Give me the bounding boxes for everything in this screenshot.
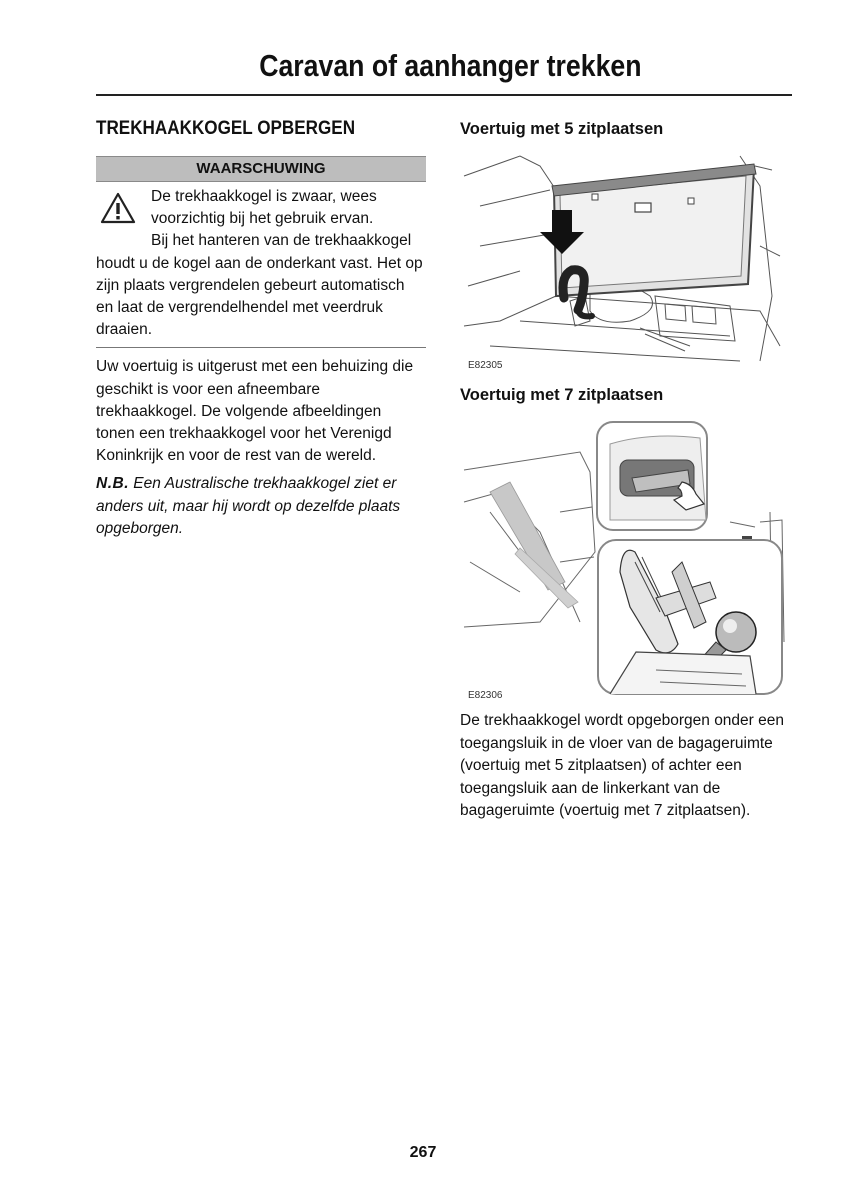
paragraph-line: geschikt is voor een afneembare — [96, 380, 321, 398]
figure1-code: E82305 — [468, 360, 503, 371]
warning-line: Bij het hanteren van de trekhaakkogel — [151, 232, 412, 250]
caption-line: bagageruimte (voertuig met 7 zitplaatsen). — [460, 802, 751, 819]
tow-ball-storage-7-seat-illustration — [460, 412, 796, 704]
warning-triangle-icon — [100, 192, 136, 224]
figure1-title: Voertuig met 5 zitplaatsen — [460, 120, 664, 138]
note-line: anders uit, maar hij wordt op dezelfde plaats — [96, 497, 401, 515]
warning-line: zijn plaats vergrendelen gebeurt automatisch — [96, 276, 405, 294]
figure-7-seat — [460, 412, 796, 704]
note — [96, 473, 426, 540]
caption-line: toegangsluik in de vloer van de bagageruimte — [460, 734, 773, 752]
paragraph-line: tonen een trekhaakkogel voor het Verenigd — [96, 425, 392, 443]
caption-line: toegangsluik aan de linkerkant van de — [460, 779, 721, 797]
warning-line: en laat de vergrendelhendel met veerdruk — [96, 299, 383, 317]
figure2-code: E82306 — [468, 690, 503, 701]
left-column — [96, 112, 426, 540]
caption-line: (voertuig met 5 zitplaatsen) of achter een — [460, 757, 742, 774]
warning-line: De trekhaakkogel is zwaar, wees — [151, 188, 377, 205]
page-number: 267 — [409, 1144, 437, 1161]
body-paragraph — [96, 356, 426, 467]
tow-ball-storage-5-seat-illustration — [460, 146, 796, 374]
note-line: opgeborgen. — [96, 519, 184, 537]
note-label: N.B. — [96, 475, 129, 493]
warning-box — [96, 156, 426, 348]
figure2-title: Voertuig met 7 zitplaatsen — [460, 386, 664, 404]
right-column — [460, 112, 796, 823]
warning-heading: WAARSCHUWING — [96, 156, 426, 182]
figure-5-seat — [460, 146, 796, 374]
warning-body — [96, 182, 426, 348]
caption-line: De trekhaakkogel wordt opgeborgen onder een — [460, 712, 785, 729]
warning-line: draaien. — [96, 321, 153, 339]
paragraph-line: trekhaakkogel. De volgende afbeeldingen — [96, 402, 382, 420]
page-title: Caravan of aanhanger trekken — [259, 48, 642, 83]
paragraph-line: Uw voertuig is uitgerust met een behuizing die — [96, 358, 414, 376]
figure-caption — [460, 710, 796, 823]
section-title: TREKHAAKKOGEL OPBERGEN — [96, 118, 356, 139]
warning-line: houdt u de kogel aan de onderkant vast. Het op — [96, 254, 423, 272]
note-line: Een Australische trekhaakkogel ziet er — [129, 475, 397, 493]
paragraph-line: Koninkrijk en voor de rest van de wereld. — [96, 447, 377, 465]
warning-line: voorzichtig bij het gebruik ervan. — [151, 210, 374, 228]
page-header — [96, 44, 792, 96]
